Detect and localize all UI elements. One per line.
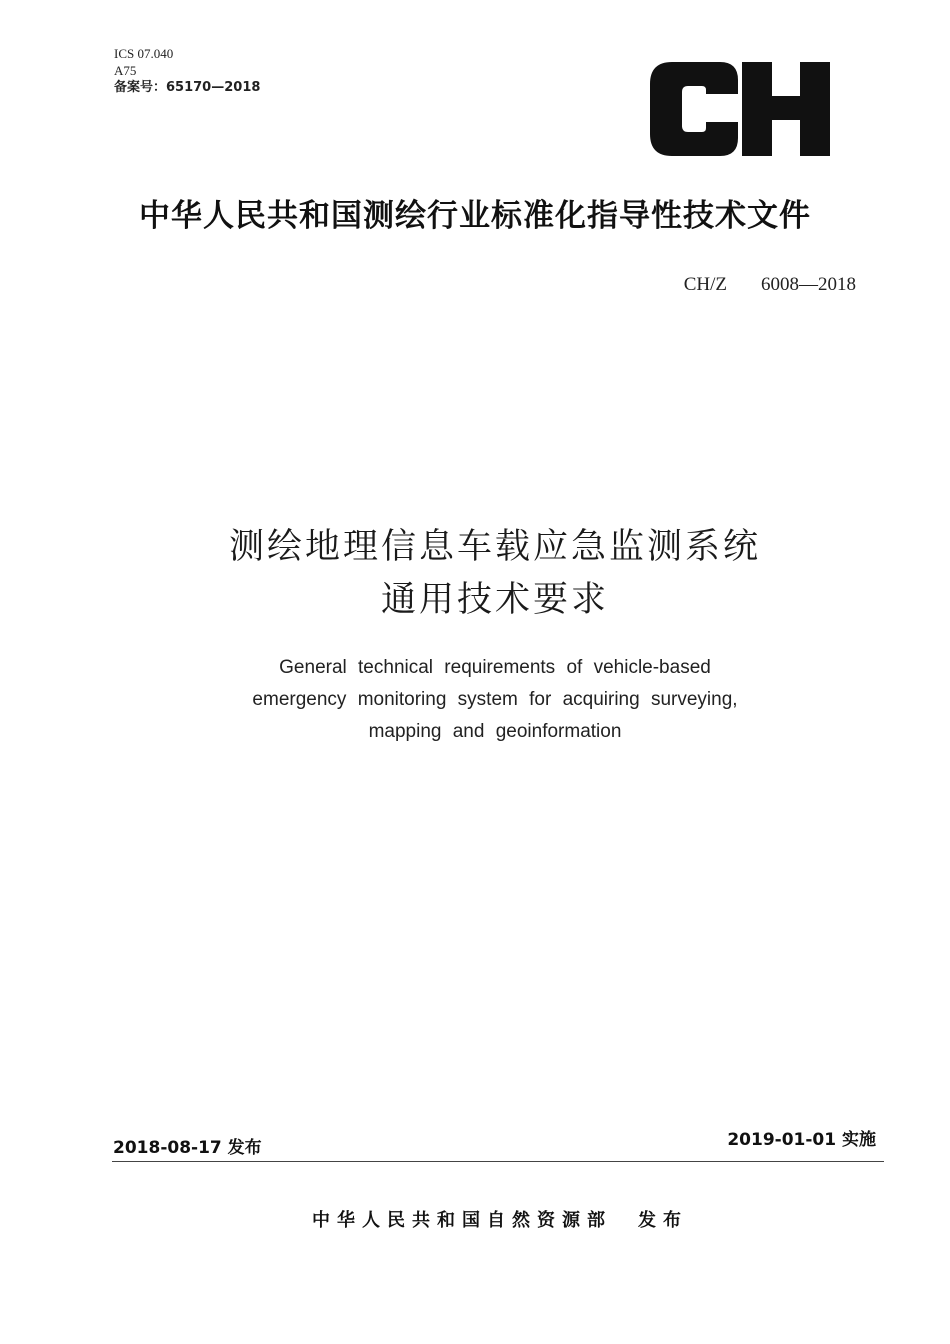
standard-number <box>684 274 856 296</box>
ch-logo <box>646 60 832 158</box>
record-number: 备案号：65170—2018 <box>114 80 261 95</box>
publish-date: 2018-08-17 发布 <box>113 1138 262 1158</box>
document-type-heading: 中华人民共和国测绘行业标准化指导性技术文件 <box>139 198 811 234</box>
title-zh-line1: 测绘地理信息车载应急监测系统 <box>228 527 761 567</box>
title-zh-line2: 通用技术要求 <box>380 580 609 620</box>
issuer-line <box>0 1206 950 1232</box>
title-en-line3: mapping and geoinformation <box>368 721 622 742</box>
issuer-action: 发布 <box>638 1210 688 1231</box>
effective-date: 2019-01-01 实施 <box>727 1130 876 1150</box>
standard-code: 6008—2018 <box>761 274 856 295</box>
issuer-name: 中华人民共和国自然资源部 <box>312 1210 612 1231</box>
footer-divider <box>112 1161 884 1162</box>
title-en-line2: emergency monitoring system for acquiring surveying, <box>252 689 738 710</box>
ics-code: ICS 07.040 <box>114 46 174 61</box>
standard-prefix: CH/Z <box>683 274 727 295</box>
title-en-line1: General technical requirements of vehicle-based <box>279 657 711 678</box>
classification-code: A75 <box>114 63 137 78</box>
